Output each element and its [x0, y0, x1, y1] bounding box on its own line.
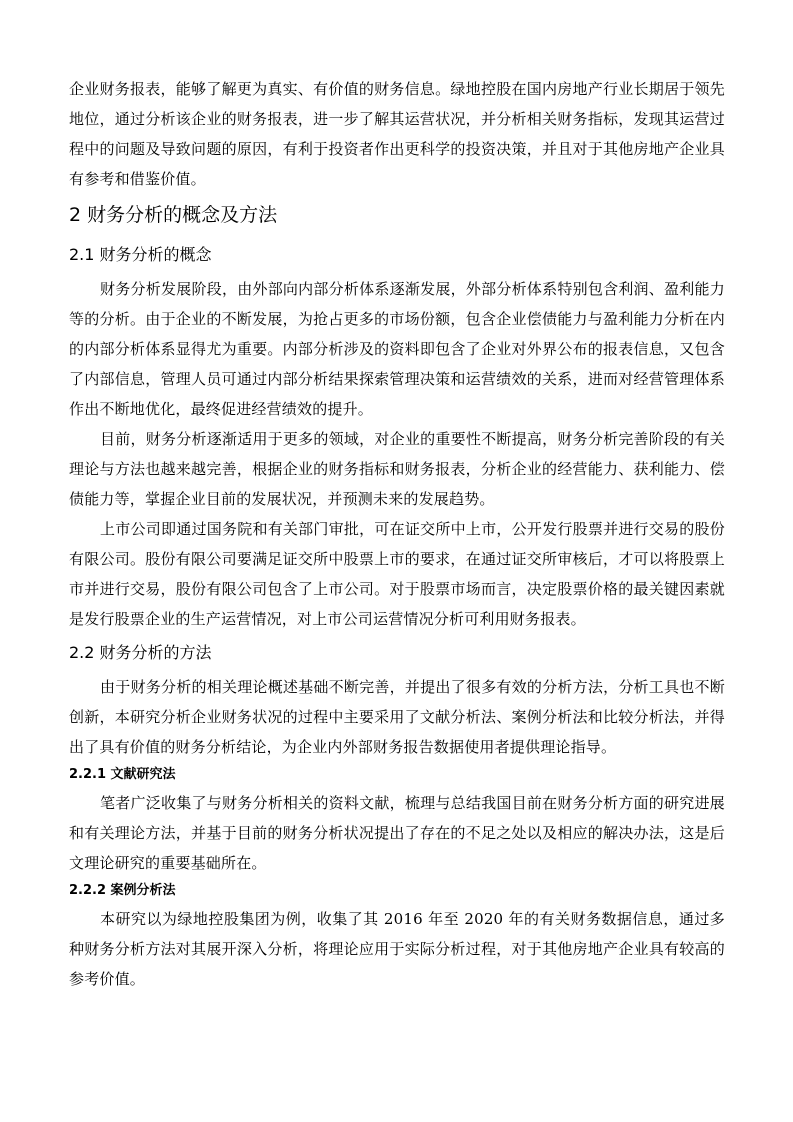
section-2-1-heading: 2.1 财务分析的概念 [69, 245, 212, 264]
section-2-2-2-heading: 2.2.2 案例分析法 [69, 883, 176, 898]
section-2-2-1-paragraph: 笔者广泛收集了与财务分析相关的资料文献，梳理与总结我国目前在财务分析方面的研究进展和有关理论方法，并基于目前的财务分析状况提出了存在的不足之处以及相应的解决办法，这是后文理论研究的重要基础所在。 [69, 794, 725, 872]
intro-paragraph: 企业财务报表，能够了解更为真实、有价值的财务信息。绿地控股在国内房地产行业长期居于领先地位，通过分析该企业的财务报表，进一步了解其运营状况，并分析相关财务指标，发现其运营过程中的问题及导致问题的原因，有利于投资者作出更科学的投资决策，并且对于其他房地产企业具有参考和借鉴价值。 [69, 80, 725, 188]
section-2-1-paragraph-1: 财务分析发展阶段，由外部向内部分析体系逐渐发展，外部分析体系特别包含利润、盈利能力等的分析。由于企业的不断发展，为抢占更多的市场份额，包含企业偿债能力与盈利能力分析在内的内部分析体系显得尤为重要。内部分析涉及的资料即包含了企业对外界公布的报表信息，又包含了内部信息，管理人员可通过内部分析结果探索管理决策和运营绩效的关系，进而对经营管理体系作出不断地优化，最终促进经营绩效的提升。 [69, 280, 725, 418]
section-2-2-paragraph: 由于财务分析的相关理论概述基础不断完善，并提出了很多有效的分析方法，分析工具也不断创新，本研究分析企业财务状况的过程中主要采用了文献分析法、案例分析法和比较分析法，并得出了具有价值的财务分析结论，为企业内外部财务报告数据使用者提供理论指导。 [69, 678, 725, 756]
section-2-1-paragraph-3: 上市公司即通过国务院和有关部门审批，可在证交所中上市，公开发行股票并进行交易的股份有限公司。股份有限公司要满足证交所中股票上市的要求，在通过证交所审核后，才可以将股票上市并进行交易，股份有限公司包含了上市公司。对于股票市场而言，决定股票价格的最关键因素就是发行股票企业的生产运营情况，对上市公司运营情况分析可利用财务报表。 [69, 520, 725, 628]
section-2-heading: 2 财务分析的概念及方法 [69, 204, 278, 226]
section-2-2-2-paragraph: 本研究以为绿地控股集团为例，收集了其 2016 年至 2020 年的有关财务数据信息，通过多种财务分析方法对其展开深入分析，将理论应用于实际分析过程，对于其他房地产企业具有较高的参考价值。 [69, 910, 725, 988]
section-2-2-heading: 2.2 财务分析的方法 [69, 643, 212, 662]
document-page [69, 74, 725, 994]
section-2-1-paragraph-2: 目前，财务分析逐渐适用于更多的领域，对企业的重要性不断提高，财务分析完善阶段的有关理论与方法也越来越完善，根据企业的财务指标和财务报表，分析企业的经营能力、获利能力、偿债能力等，掌握企业目前的发展状况，并预测未来的发展趋势。 [69, 430, 725, 508]
section-2-2-1-heading: 2.2.1 文献研究法 [69, 767, 176, 782]
